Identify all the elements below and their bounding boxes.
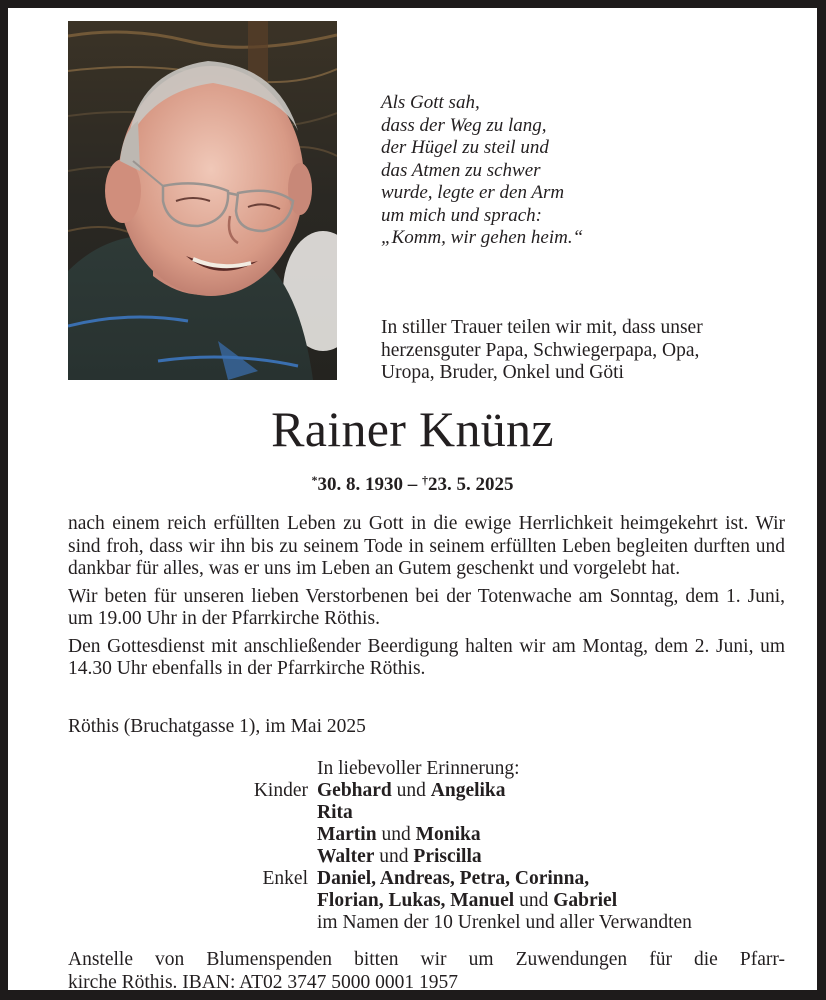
date-separator: – <box>407 474 418 495</box>
grandchildren-line: Daniel, Andreas, Petra, Corinna, <box>317 868 590 889</box>
death-cross-icon: † <box>422 473 428 487</box>
poem <box>381 92 583 250</box>
deceased-name: Rainer Knünz <box>271 401 554 457</box>
intro-line: Uropa, Bruder, Onkel und Göti <box>381 362 624 383</box>
family-list <box>8 758 817 934</box>
poem-line: dass der Weg zu lang, <box>381 114 547 136</box>
poem-line: um mich und sprach: <box>381 204 542 226</box>
child-couple: Rita <box>317 802 353 823</box>
poem-line: „Komm, wir gehen heim.“ <box>381 227 584 248</box>
obituary-body <box>68 513 785 686</box>
birth-date: 30. 8. 1930 <box>317 474 403 495</box>
body-paragraph: nach einem reich erfüllten Leben zu Gott in die ewige Herrlichkeit heimgekehrt ist. Wir sind froh, dass wir ihn bis zu seinem Tode in seinem erfüllten Leben begleiten durften und dankbar für alles, was er uns im Leben an Gutem geschenkt und vorgelebt hat. <box>68 513 785 579</box>
kinder-label: Kinder <box>253 780 308 801</box>
donation-note <box>68 949 785 994</box>
poem-line: wurde, legte er den Arm <box>381 182 565 203</box>
poem-line: der Hügel zu steil und <box>381 137 549 158</box>
family-footer: im Namen der 10 Urenkel und aller Verwandten <box>317 912 692 933</box>
family-heading: In liebevoller Erinnerung: <box>317 758 520 779</box>
intro-line: herzensguter Papa, Schwiegerpapa, Opa, <box>381 339 700 361</box>
donation-line: Anstelle von Blumenspenden bitten wir um Zuwendungen für die Pfarr- <box>68 949 785 970</box>
birth-star-icon: * <box>311 473 318 487</box>
child-couple: Gebhard und Angelika <box>317 780 506 801</box>
funeral-paragraph: Den Gottesdienst mit anschließender Beerdigung halten wir am Montag, dem 2. Juni, um 14.30 Uhr ebenfalls in der Pfarrkirche Röthis. <box>68 635 785 679</box>
grandchildren-line: Florian, Lukas, Manuel und Gabriel <box>317 890 618 911</box>
enkel-label: Enkel <box>262 868 308 889</box>
place-and-date: Röthis (Bruchatgasse 1), im Mai 2025 <box>68 716 366 737</box>
iban-line: kirche Röthis. IBAN: AT02 3747 5000 0001 1957 <box>68 971 458 993</box>
announcement-intro <box>381 317 703 385</box>
child-couple: Martin und Monika <box>317 824 481 845</box>
wake-paragraph: Wir beten für unseren lieben Verstorbenen bei der Totenwache am Sonntag, dem 1. Juni, um 19.00 Uhr in der Pfarrkirche Röthis. <box>68 585 785 629</box>
poem-line: Als Gott sah, <box>381 92 480 113</box>
intro-line: In stiller Trauer teilen wir mit, dass unser <box>381 317 703 338</box>
child-couple: Walter und Priscilla <box>317 846 482 867</box>
portrait-photo <box>68 21 337 380</box>
death-date: 23. 5. 2025 <box>428 474 514 495</box>
life-dates <box>8 468 817 497</box>
poem-line: das Atmen zu schwer <box>381 159 541 181</box>
obituary-card <box>8 8 817 993</box>
